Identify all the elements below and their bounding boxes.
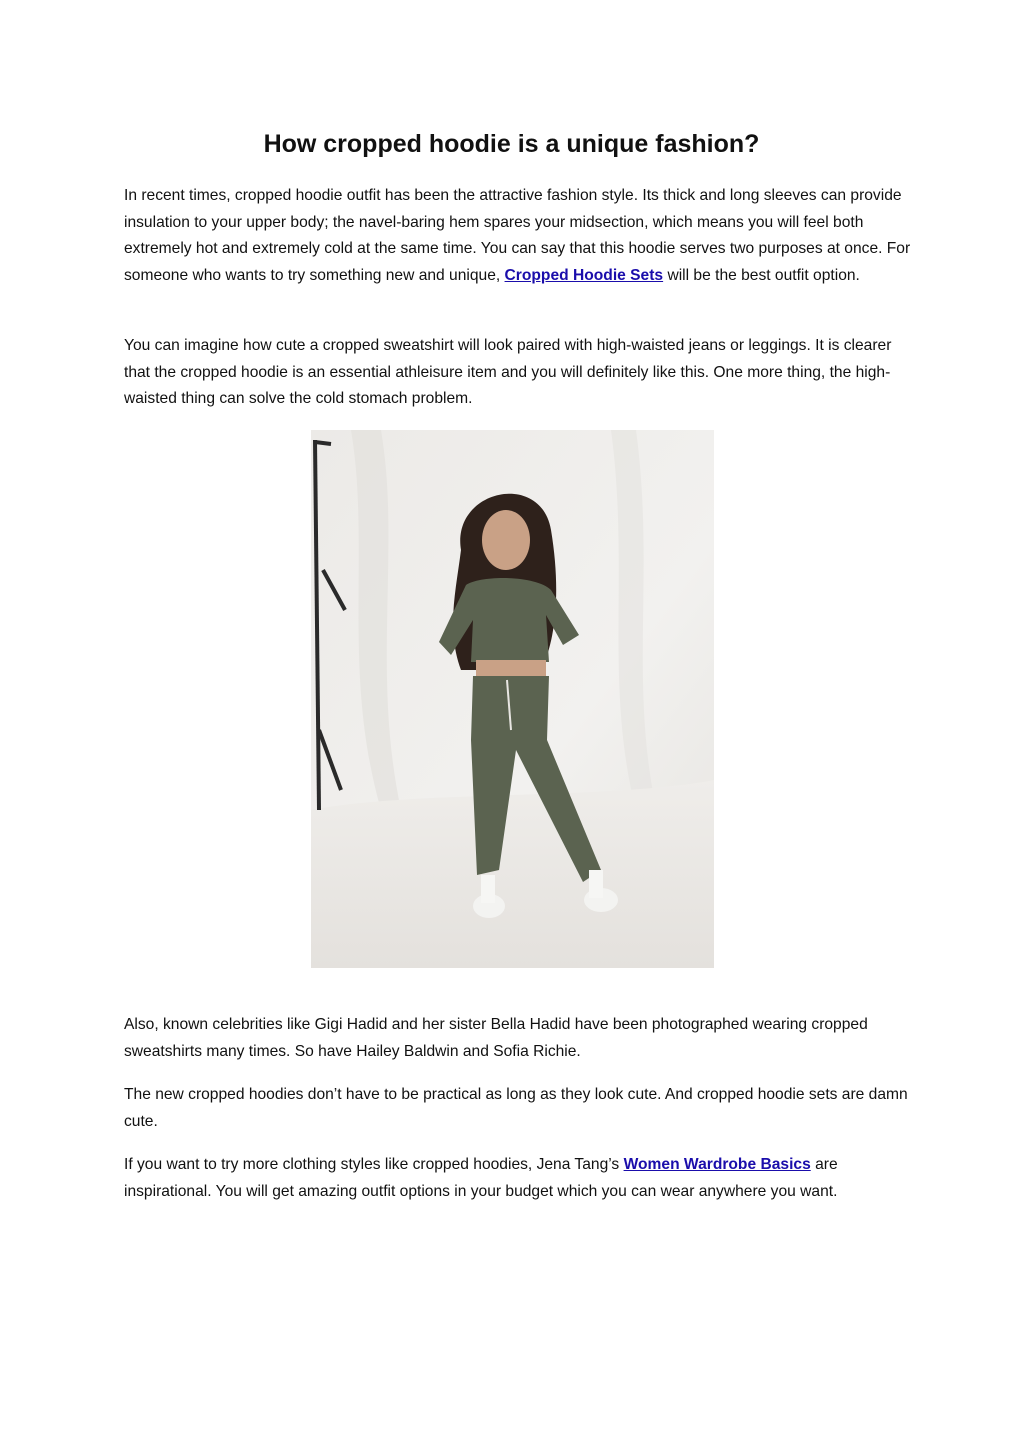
paragraph-cute: The new cropped hoodies don’t have to be practical as long as they look cute. And cropped hoodie sets are damn cute. xyxy=(124,1086,908,1130)
paragraph-more-styles-tail: are inspirational. You will get amazing outfit options in your budget which you can wear anywhere you want. xyxy=(124,1156,838,1200)
paragraph-athleisure: You can imagine how cute a cropped sweatshirt will look paired with high-waisted jeans or leggings. It is clearer that the cropped hoodie is an essential athleisure item and you will definitely like this. One more thing, the high-waisted thing can solve the cold stomach problem. xyxy=(124,337,892,407)
paragraph-intro-text: In recent times, cropped hoodie outfit has been the attractive fashion style. Its thick and long sleeves can provide insulation to your upper body; the navel-baring hem spares your midsection, which means you will feel both extremely hot and extremely cold at the same time. You can say that this hoodie serves two purposes at once. For someone who wants to try something new and unique, xyxy=(124,187,911,284)
paragraph-celebrities: Also, known celebrities like Gigi Hadid and her sister Bella Hadid have been photographed wearing cropped sweatshirts many times. So have Hailey Baldwin and Sofia Richie. xyxy=(124,1016,868,1060)
paragraph-more-styles-text: If you want to try more clothing styles like cropped hoodies, Jena Tang’s xyxy=(124,1156,624,1173)
paragraph-more-styles xyxy=(124,1152,914,1205)
women-wardrobe-basics-link[interactable]: Women Wardrobe Basics xyxy=(623,1156,811,1173)
cropped-hoodie-sets-link[interactable]: Cropped Hoodie Sets xyxy=(504,266,664,284)
backdrop-floor xyxy=(311,780,714,968)
fashion-photo-image xyxy=(311,430,714,968)
paragraph-intro xyxy=(124,183,914,289)
paragraph-intro-tail: will be the best outfit option. xyxy=(663,266,860,284)
page-title: How cropped hoodie is a unique fashion? xyxy=(263,130,760,158)
